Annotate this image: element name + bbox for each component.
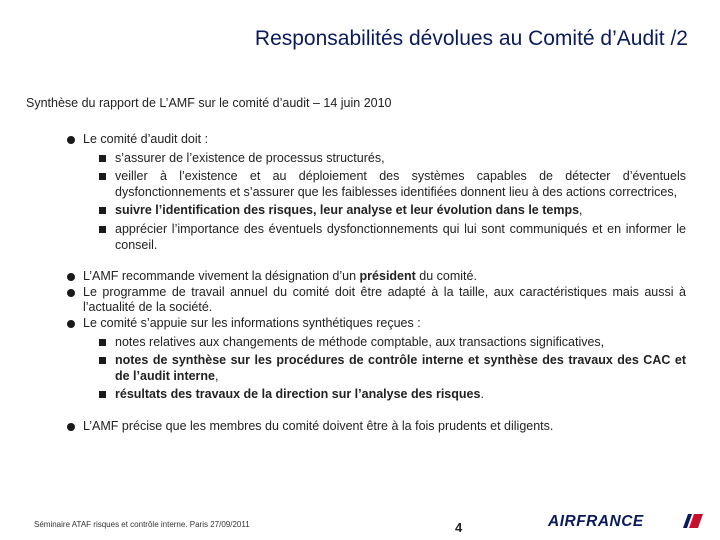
bullet-text: L’AMF recommande vivement la désignation d’un bbox=[83, 269, 360, 284]
sub-bullet-item bbox=[98, 387, 686, 403]
sub-bullet-item bbox=[98, 169, 686, 200]
slide-title: Responsabilités dévolues au Comité d’Audit /2 bbox=[254, 27, 688, 50]
slide-content bbox=[66, 132, 686, 435]
sub-bullet-item bbox=[98, 353, 686, 384]
bullet-item-informations bbox=[66, 316, 686, 332]
sub-bullet-list bbox=[66, 335, 686, 403]
sub-bullet-text: , bbox=[579, 203, 583, 218]
sub-bullet-bold-text: notes de synthèse sur les procédures de contrôle interne et synthèse des travaux des CAC et de l’audit interne bbox=[115, 353, 686, 383]
sub-bullet-list bbox=[66, 151, 686, 254]
airfrance-stripes-icon bbox=[683, 514, 703, 528]
bullet-text: Le comité s’appuie sur les informations synthétiques reçues : bbox=[83, 315, 421, 330]
sub-bullet-text: veiller à l’existence et au déploiement des systèmes capables de détecter d’éventuels dysfonctionnements et s’assurer que les faiblesses identifiées donnent lieu à des actions correctrices, bbox=[115, 169, 686, 199]
bullet-bold-text: président bbox=[359, 269, 416, 284]
sub-bullet-text: , bbox=[215, 368, 219, 383]
sub-bullet-item bbox=[98, 151, 686, 167]
bullet-text: Le programme de travail annuel du comité doit être adapté à la taille, aux caractéristiques mais aussi à l’actualité de la société. bbox=[83, 284, 686, 315]
footer-caption: Séminaire ATAF risques et contrôle interne. Paris 27/09/2011 bbox=[34, 520, 250, 529]
sub-bullet-bold-text: suivre l’identification des risques, leur analyse et leur évolution dans le temps bbox=[115, 203, 580, 218]
slide-subtitle: Synthèse du rapport de L’AMF sur le comité d’audit – 14 juin 2010 bbox=[26, 96, 392, 110]
bullet-text: L’AMF précise que les membres du comité doivent être à la fois prudents et diligents. bbox=[83, 418, 554, 433]
bullet-item-prudents bbox=[66, 419, 686, 435]
sub-bullet-text: . bbox=[480, 387, 484, 402]
bullet-item-programme bbox=[66, 285, 686, 316]
bullet-item-comite-doit bbox=[66, 132, 686, 148]
page-number: 4 bbox=[455, 520, 463, 535]
bullet-text: Le comité d’audit doit : bbox=[83, 132, 209, 146]
sub-bullet-item bbox=[98, 222, 686, 253]
sub-bullet-bold-text: résultats des travaux de la direction sur l’analyse des risques bbox=[115, 387, 481, 402]
bullet-text: du comité. bbox=[415, 269, 477, 284]
sub-bullet-text: apprécier l’importance des éventuels dysfonctionnements qui lui sont communiqués et en informer le conseil. bbox=[115, 221, 686, 252]
sub-bullet-text: notes relatives aux changements de méthode comptable, aux transactions significatives, bbox=[115, 334, 605, 349]
airfrance-logo: AIRFRANCE bbox=[548, 513, 644, 530]
bullet-item-president bbox=[66, 269, 686, 285]
sub-bullet-item bbox=[98, 203, 686, 219]
sub-bullet-text: s’assurer de l’existence de processus structurés, bbox=[115, 150, 385, 165]
sub-bullet-item bbox=[98, 335, 686, 351]
